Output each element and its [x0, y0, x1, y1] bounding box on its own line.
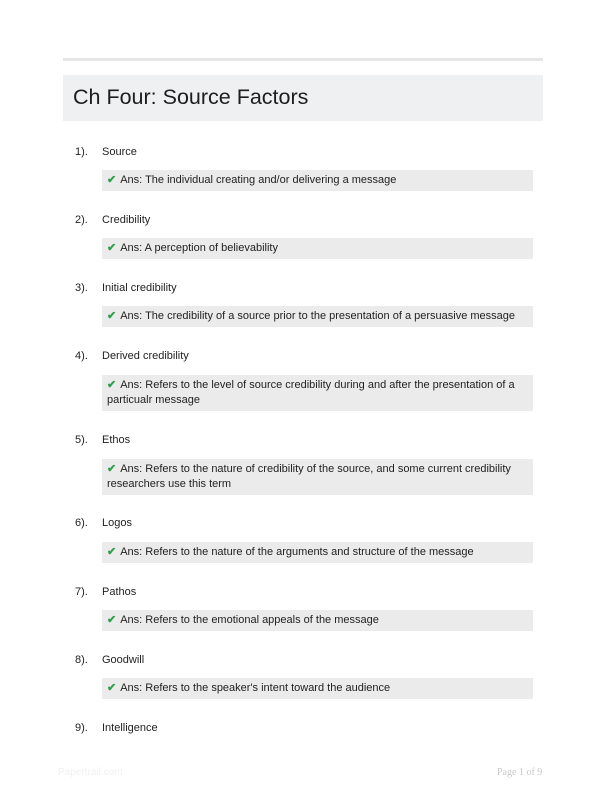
answer-text: Ans: The credibility of a source prior to the presentation of a persuasive message [120, 310, 516, 322]
answer-text: Ans: Refers to the speaker's intent toward the audience [120, 682, 391, 694]
check-icon: ✔ [107, 614, 117, 626]
question-term: Credibility [102, 214, 151, 226]
answer-box [102, 542, 533, 563]
title-bar [63, 75, 543, 121]
question-term: Pathos [102, 586, 137, 598]
answer-box [102, 459, 533, 495]
question-term: Logos [102, 517, 132, 529]
question-number: 4). [75, 350, 88, 362]
page-title: Ch Four: Source Factors [73, 85, 309, 109]
answer-box [102, 306, 533, 327]
question-term: Source [102, 146, 137, 158]
answer-box [102, 678, 533, 699]
answer-box [102, 170, 533, 191]
question-number: 8). [75, 654, 88, 666]
answer-box [102, 610, 533, 631]
answer-box [102, 238, 533, 259]
question-number: 9). [75, 722, 88, 734]
answer-text: Ans: A perception of believability [120, 242, 278, 254]
answer-box [102, 375, 533, 411]
check-icon: ✔ [107, 174, 117, 186]
question-number: 1). [75, 146, 88, 158]
answer-text: Ans: Refers to the nature of the arguments and structure of the message [120, 546, 474, 558]
question-term: Derived credibility [102, 350, 189, 362]
check-icon: ✔ [107, 242, 117, 254]
footer-site: Papertrail.com [58, 767, 123, 778]
question-number: 6). [75, 517, 88, 529]
question-term: Ethos [102, 434, 131, 446]
answer-text: Ans: Refers to the nature of credibility of the source, and some current credibility researchers use this term [107, 463, 511, 490]
question-number: 2). [75, 214, 88, 226]
check-icon: ✔ [107, 379, 117, 391]
question-term: Goodwill [102, 654, 145, 666]
check-icon: ✔ [107, 310, 117, 322]
answer-text: Ans: Refers to the emotional appeals of the message [120, 614, 379, 626]
check-icon: ✔ [107, 463, 117, 475]
check-icon: ✔ [107, 546, 117, 558]
question-number: 3). [75, 282, 88, 294]
footer-page-number: Page 1 of 9 [497, 767, 543, 778]
answer-text: Ans: The individual creating and/or delivering a message [120, 174, 397, 186]
question-number: 5). [75, 434, 88, 446]
question-number: 7). [75, 586, 88, 598]
check-icon: ✔ [107, 682, 117, 694]
question-term: Intelligence [102, 722, 158, 734]
answer-text: Ans: Refers to the level of source credibility during and after the presentation of a particualr message [107, 379, 515, 406]
question-term: Initial credibility [102, 282, 177, 294]
top-divider [63, 58, 543, 61]
